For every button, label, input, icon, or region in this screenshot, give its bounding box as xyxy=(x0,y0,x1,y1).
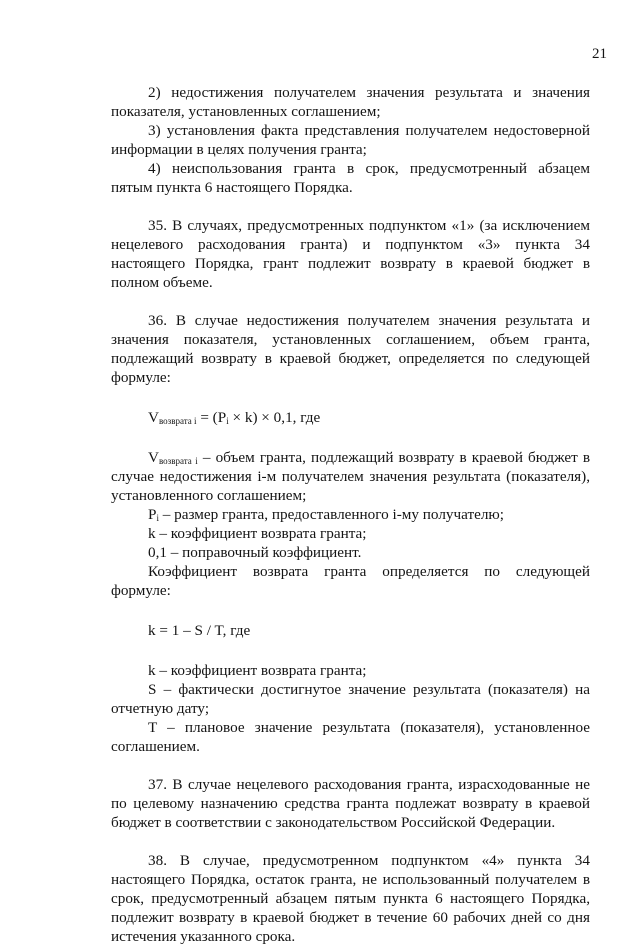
list-item-3: 3) установления факта представления получателем недостоверной информации в целях получения гранта; xyxy=(111,122,590,158)
definition-v xyxy=(111,448,590,505)
definition-p-subscript: i xyxy=(156,513,159,523)
definition-s: S – фактически достигнутое значение результата (показателя) на отчетную дату; xyxy=(111,681,590,717)
definition-v-text: – объем гранта, подлежащий возврату в краевой бюджет в случае недостижения i-м получателем значения результата (показателя), установленного соглашением; xyxy=(111,449,590,504)
definition-v-subscript: возврата i xyxy=(158,456,198,466)
list-item-2: 2) недостижения получателем значения результата и значения показателя, установленных соглашением; xyxy=(111,84,590,120)
paragraph-38: 38. В случае, предусмотренном подпунктом «4» пункта 34 настоящего Порядка, остаток гранта, не использованный получателем в срок, предусмотренный абзацем пятым пункта 6 настоящего Порядка, подлежит возврату в краевой бюджет в течение 60 рабочих дней со дня истечения указанного срока. xyxy=(111,852,590,945)
document-body xyxy=(111,83,590,946)
paragraph-35: 35. В случаях, предусмотренных подпунктом «1» (за исключением нецелевого расходования гранта) и подпунктом «3» пункта 34 настоящего Порядка, грант подлежит возврату в краевой бюджет в полном объеме. xyxy=(111,217,590,291)
formula-p-subscript: i xyxy=(226,416,229,426)
definition-k: k – коэффициент возврата гранта; xyxy=(148,525,367,542)
paragraph-37: 37. В случае нецелевого расходования гранта, израсходованные не по целевому назначению средства гранта подлежат возврату в краевой бюджет в соответствии с законодательством Российской Федерации. xyxy=(111,776,590,831)
formula-v-return xyxy=(148,408,590,427)
definition-v-symbol: V xyxy=(148,449,159,466)
paragraph-36: 36. В случае недостижения получателем значения результата и значения показателя, установленных соглашением, объем гранта, подлежащий возврату в краевой бюджет, определяется по следующей формуле: xyxy=(111,312,590,386)
list-item-4: 4) неиспользования гранта в срок, предусмотренный абзацем пятым пункта 6 настоящего Порядка. xyxy=(111,160,590,196)
formula-v-subscript: возврата i xyxy=(158,416,197,426)
page-number: 21 xyxy=(592,46,607,62)
definition-k-2: k – коэффициент возврата гранта; xyxy=(148,662,367,679)
definition-correction: 0,1 – поправочный коэффициент. xyxy=(148,544,362,561)
definition-p-text: – размер гранта, предоставленного i-му получателю; xyxy=(158,506,504,523)
formula-v-rest: = (P xyxy=(196,409,227,426)
formula-v-symbol: V xyxy=(148,409,159,426)
definition-t: T – плановое значение результата (показателя), установленное соглашением. xyxy=(111,719,590,755)
coefficient-intro: Коэффициент возврата гранта определяется по следующей формуле: xyxy=(111,563,590,599)
formula-v-tail: × k) × 0,1, где xyxy=(228,409,321,426)
definition-p-symbol: P xyxy=(148,506,157,523)
formula-k: k = 1 – S / T, где xyxy=(148,622,251,639)
definition-p xyxy=(111,505,590,524)
